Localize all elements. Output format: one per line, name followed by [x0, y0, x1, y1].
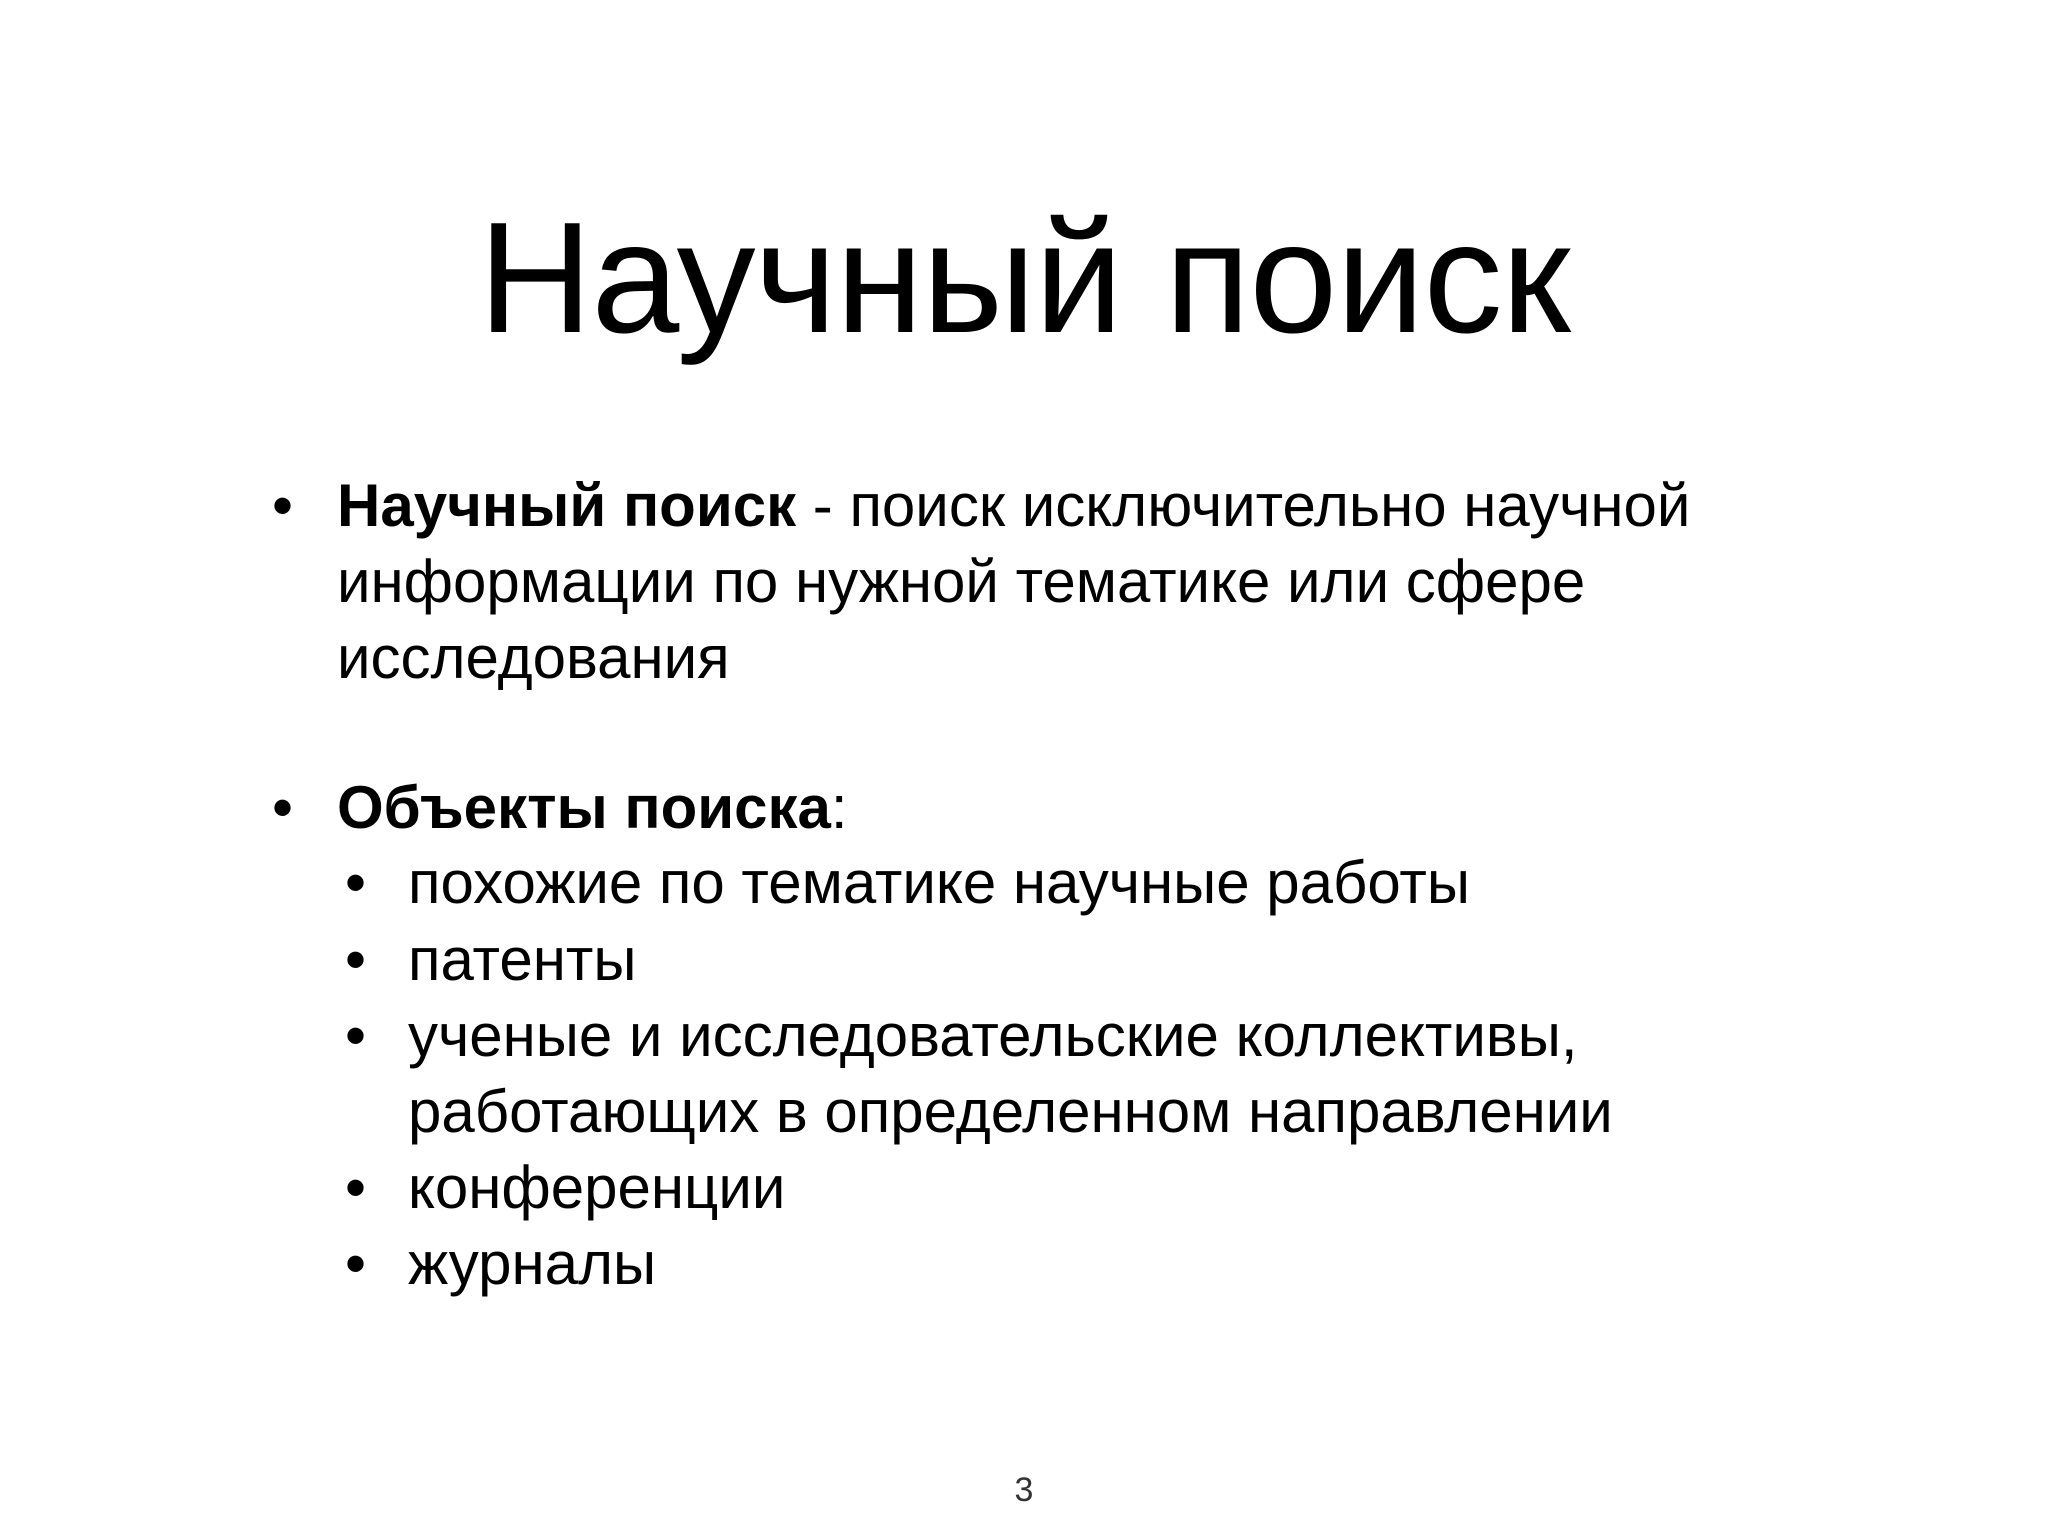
bullet-icon: •: [272, 774, 294, 841]
sub-bullet-icon: •: [345, 849, 367, 916]
objects-heading-text: Объекты поиска: [337, 774, 831, 841]
page-number: 3: [1014, 1471, 1034, 1509]
sub-bullet-icon: •: [345, 1154, 367, 1221]
objects-heading: [337, 770, 1807, 846]
list-item: конференции: [408, 1154, 786, 1221]
sub-bullet-icon: •: [345, 1230, 367, 1297]
sub-bullet-icon: •: [345, 1002, 367, 1069]
list-item: журналы: [408, 1230, 657, 1297]
definition-text: - поиск исключительно научной информации по нужной тематике или сфере исследования: [337, 472, 1691, 691]
definition-term: Научный поиск: [337, 472, 797, 539]
list-item: патенты: [408, 926, 637, 993]
definition-paragraph: [337, 468, 1807, 696]
slide-title: Научный поиск: [478, 190, 1570, 366]
objects-heading-colon: :: [830, 774, 848, 841]
sub-bullet-icon: •: [345, 926, 367, 993]
list-item: ученые и исследовательские коллективы, работающих в определенном направлении: [408, 1002, 1613, 1145]
bullet-icon: •: [272, 472, 294, 539]
list-item: похожие по тематике научные работы: [408, 849, 1471, 916]
